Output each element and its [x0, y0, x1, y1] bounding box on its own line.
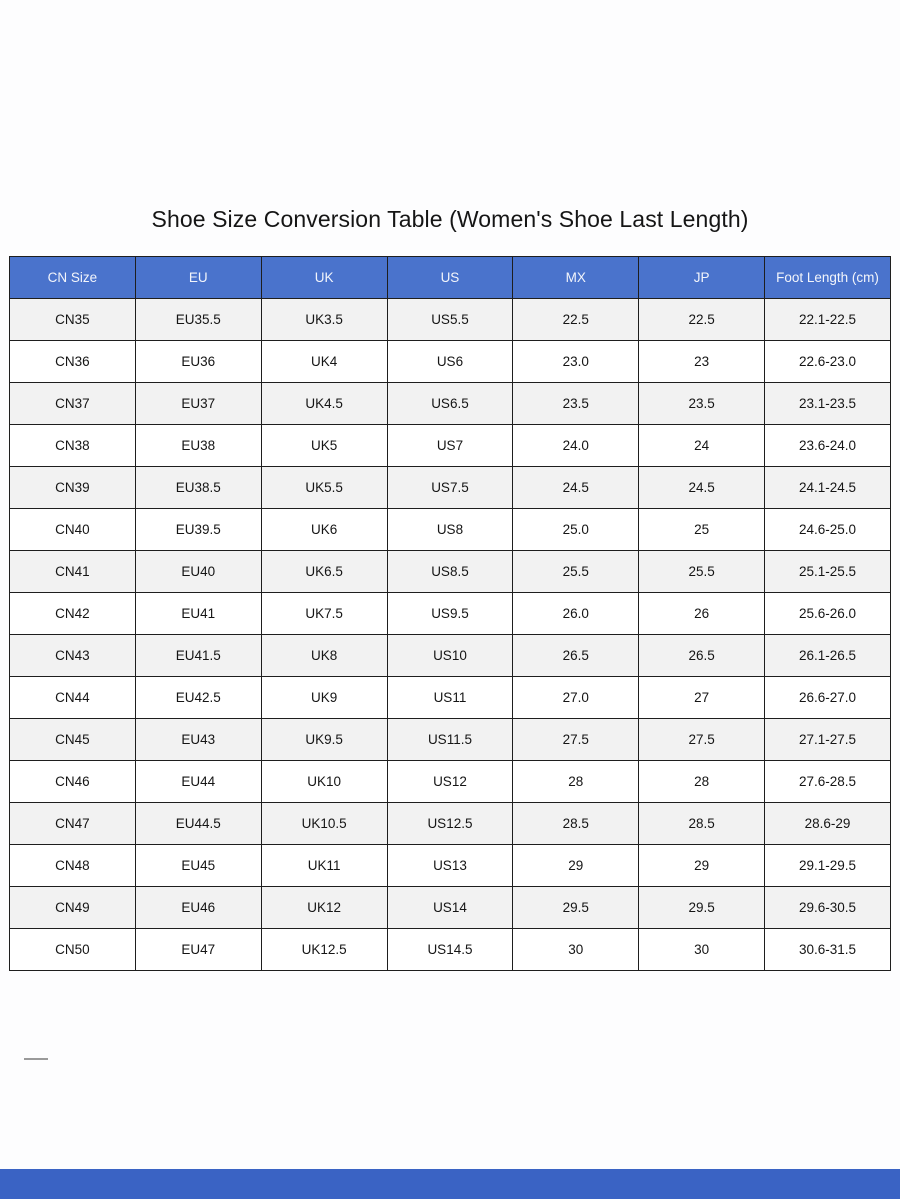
table-cell-uk: UK12 [261, 887, 387, 929]
table-cell-mx: 26.0 [513, 593, 639, 635]
table-cell-cn-size: CN43 [10, 635, 136, 677]
table-cell-uk: UK10 [261, 761, 387, 803]
table-cell-eu: EU44 [135, 761, 261, 803]
table-cell-jp: 26 [639, 593, 765, 635]
table-cell-uk: UK4.5 [261, 383, 387, 425]
table-cell-jp: 25.5 [639, 551, 765, 593]
table-cell-cn-size: CN47 [10, 803, 136, 845]
table-cell-eu: EU41 [135, 593, 261, 635]
table-cell-cn-size: CN45 [10, 719, 136, 761]
table-cell-foot-length: 24.6-25.0 [765, 509, 891, 551]
table-cell-us: US6.5 [387, 383, 513, 425]
column-header-jp: JP [639, 257, 765, 299]
table-row [10, 803, 891, 845]
table-cell-mx: 30 [513, 929, 639, 971]
table-row [10, 887, 891, 929]
table-cell-foot-length: 26.6-27.0 [765, 677, 891, 719]
table-cell-eu: EU44.5 [135, 803, 261, 845]
table-cell-foot-length: 27.1-27.5 [765, 719, 891, 761]
table-cell-jp: 29 [639, 845, 765, 887]
table-cell-cn-size: CN48 [10, 845, 136, 887]
table-cell-us: US14 [387, 887, 513, 929]
page-title: Shoe Size Conversion Table (Women's Shoe Last Length) [151, 206, 749, 232]
table-cell-foot-length: 24.1-24.5 [765, 467, 891, 509]
table-cell-eu: EU38 [135, 425, 261, 467]
table-cell-cn-size: CN41 [10, 551, 136, 593]
table-cell-us: US11 [387, 677, 513, 719]
table-row [10, 929, 891, 971]
table-cell-us: US10 [387, 635, 513, 677]
column-header-eu: EU [135, 257, 261, 299]
table-row [10, 299, 891, 341]
table-cell-mx: 27.0 [513, 677, 639, 719]
table-cell-jp: 23.5 [639, 383, 765, 425]
table-cell-eu: EU43 [135, 719, 261, 761]
table-cell-us: US5.5 [387, 299, 513, 341]
table-cell-foot-length: 27.6-28.5 [765, 761, 891, 803]
table-cell-us: US13 [387, 845, 513, 887]
table-cell-mx: 23.0 [513, 341, 639, 383]
table-cell-eu: EU46 [135, 887, 261, 929]
table-cell-foot-length: 28.6-29 [765, 803, 891, 845]
table-cell-mx: 24.0 [513, 425, 639, 467]
table-cell-uk: UK11 [261, 845, 387, 887]
table-cell-uk: UK7.5 [261, 593, 387, 635]
table-cell-foot-length: 26.1-26.5 [765, 635, 891, 677]
table-cell-cn-size: CN38 [10, 425, 136, 467]
table-cell-jp: 24 [639, 425, 765, 467]
table-cell-foot-length: 23.6-24.0 [765, 425, 891, 467]
table-cell-mx: 29.5 [513, 887, 639, 929]
size-conversion-table [9, 256, 891, 971]
table-cell-us: US7 [387, 425, 513, 467]
column-header-foot-length: Foot Length (cm) [765, 257, 891, 299]
column-header-mx: MX [513, 257, 639, 299]
table-cell-cn-size: CN40 [10, 509, 136, 551]
table-cell-jp: 30 [639, 929, 765, 971]
table-cell-mx: 26.5 [513, 635, 639, 677]
table-cell-uk: UK5.5 [261, 467, 387, 509]
table-cell-mx: 25.0 [513, 509, 639, 551]
table-cell-mx: 23.5 [513, 383, 639, 425]
table-cell-cn-size: CN44 [10, 677, 136, 719]
table-cell-eu: EU41.5 [135, 635, 261, 677]
table-cell-jp: 23 [639, 341, 765, 383]
table-cell-cn-size: CN37 [10, 383, 136, 425]
table-cell-us: US9.5 [387, 593, 513, 635]
table-row [10, 761, 891, 803]
table-cell-uk: UK6 [261, 509, 387, 551]
table-cell-uk: UK8 [261, 635, 387, 677]
table-row [10, 425, 891, 467]
table-cell-jp: 27 [639, 677, 765, 719]
table-cell-jp: 29.5 [639, 887, 765, 929]
table-cell-uk: UK9 [261, 677, 387, 719]
table-cell-us: US7.5 [387, 467, 513, 509]
table-cell-jp: 28.5 [639, 803, 765, 845]
table-cell-cn-size: CN49 [10, 887, 136, 929]
table-cell-cn-size: CN46 [10, 761, 136, 803]
table-row [10, 677, 891, 719]
table-cell-mx: 25.5 [513, 551, 639, 593]
table-cell-uk: UK5 [261, 425, 387, 467]
table-cell-jp: 27.5 [639, 719, 765, 761]
table-cell-jp: 24.5 [639, 467, 765, 509]
table-cell-uk: UK12.5 [261, 929, 387, 971]
table-cell-us: US6 [387, 341, 513, 383]
table-row [10, 551, 891, 593]
table-cell-us: US12.5 [387, 803, 513, 845]
table-cell-eu: EU35.5 [135, 299, 261, 341]
table-row [10, 845, 891, 887]
table-row [10, 719, 891, 761]
table-cell-uk: UK10.5 [261, 803, 387, 845]
table-cell-jp: 25 [639, 509, 765, 551]
table-cell-uk: UK4 [261, 341, 387, 383]
table-cell-eu: EU39.5 [135, 509, 261, 551]
table-cell-eu: EU37 [135, 383, 261, 425]
table-row [10, 341, 891, 383]
table-row [10, 467, 891, 509]
table-cell-jp: 22.5 [639, 299, 765, 341]
table-body [10, 299, 891, 971]
table-cell-eu: EU45 [135, 845, 261, 887]
table-cell-foot-length: 29.6-30.5 [765, 887, 891, 929]
table-cell-uk: UK6.5 [261, 551, 387, 593]
column-header-cn-size: CN Size [10, 257, 136, 299]
table-row [10, 635, 891, 677]
table-row [10, 593, 891, 635]
table-cell-foot-length: 25.1-25.5 [765, 551, 891, 593]
table-cell-cn-size: CN39 [10, 467, 136, 509]
table-cell-eu: EU47 [135, 929, 261, 971]
table-cell-uk: UK3.5 [261, 299, 387, 341]
table-cell-mx: 29 [513, 845, 639, 887]
column-header-us: US [387, 257, 513, 299]
table-cell-us: US12 [387, 761, 513, 803]
table-cell-uk: UK9.5 [261, 719, 387, 761]
table-row [10, 509, 891, 551]
table-cell-foot-length: 25.6-26.0 [765, 593, 891, 635]
table-cell-foot-length: 22.1-22.5 [765, 299, 891, 341]
table-cell-foot-length: 23.1-23.5 [765, 383, 891, 425]
table-cell-us: US11.5 [387, 719, 513, 761]
table-cell-foot-length: 30.6-31.5 [765, 929, 891, 971]
table-header-row [10, 257, 891, 299]
table-cell-eu: EU36 [135, 341, 261, 383]
table-cell-us: US8 [387, 509, 513, 551]
table-cell-jp: 28 [639, 761, 765, 803]
table-cell-eu: EU38.5 [135, 467, 261, 509]
column-header-uk: UK [261, 257, 387, 299]
table-cell-mx: 22.5 [513, 299, 639, 341]
table-cell-mx: 28.5 [513, 803, 639, 845]
table-cell-eu: EU40 [135, 551, 261, 593]
table-cell-mx: 28 [513, 761, 639, 803]
table-cell-us: US14.5 [387, 929, 513, 971]
divider [24, 1058, 48, 1060]
table-cell-foot-length: 22.6-23.0 [765, 341, 891, 383]
table-cell-mx: 27.5 [513, 719, 639, 761]
table-row [10, 383, 891, 425]
table-cell-mx: 24.5 [513, 467, 639, 509]
table-cell-foot-length: 29.1-29.5 [765, 845, 891, 887]
table-cell-us: US8.5 [387, 551, 513, 593]
table-cell-cn-size: CN42 [10, 593, 136, 635]
table-cell-cn-size: CN50 [10, 929, 136, 971]
table-cell-jp: 26.5 [639, 635, 765, 677]
bottom-bar [0, 1169, 900, 1199]
table-cell-cn-size: CN36 [10, 341, 136, 383]
table-cell-eu: EU42.5 [135, 677, 261, 719]
table-cell-cn-size: CN35 [10, 299, 136, 341]
